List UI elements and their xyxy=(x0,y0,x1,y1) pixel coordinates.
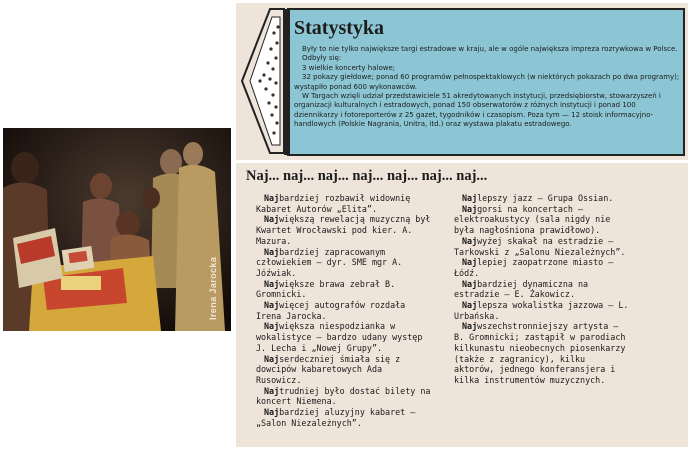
naj-item: Najwszechstronniejszy artysta — B. Gromnicki; zastąpił w parodiach kilkunastu nieobecnych piosenkarzy (także z zagranicy), kilku aktorów, jednego konferansjera i kilka instrumentów muzycznych. xyxy=(454,321,626,385)
article-left-column xyxy=(256,193,432,428)
concert-photo xyxy=(3,128,231,331)
photo-illustration xyxy=(3,128,231,331)
naj-item: Najserdeczniej śmiała się z dowcipów kabaretowych Ada Rusowicz. xyxy=(256,353,401,385)
statystyka-box xyxy=(236,3,688,160)
statystyka-paragraph: Były to nie tylko największe targi estradowe w kraju, ale w ogóle największa impreza rozrywkowa w Polsce. xyxy=(302,45,678,53)
statystyka-body xyxy=(294,45,682,130)
statystyka-paragraph: 3 wielkie koncerty halowe; xyxy=(302,63,396,72)
statystyka-paragraph: Odbyły się: xyxy=(302,54,342,63)
naj-item: Najbardziej aluzyjny kabaret — „Salon Niezależnych”. xyxy=(256,407,416,428)
statystyka-title: Statystyka xyxy=(294,17,385,39)
naj-item: Największa niespodzianka w wokalistyce — bardzo udany występ J. Lecha i „Nowej Grupy”. xyxy=(256,321,423,353)
photo-credit: Irena Jarocka xyxy=(208,256,218,320)
naj-article xyxy=(236,163,688,447)
naj-item: Największe brawa zebrał B. Gromnicki. xyxy=(256,278,396,300)
naj-item: Najgorsi na koncertach — elektroakustycy (sala nigdy nie była nagłośniona prawidłowo). xyxy=(454,203,611,236)
article-headline: Naj... naj... naj... naj... naj... naj... naj... xyxy=(246,168,488,184)
naj-item: Największą rewelacją muzyczną był Kwartet Wrocławski pod kier. A. Mazura. xyxy=(256,214,431,246)
naj-item: Najtrudniej było dostać bilety na koncert Niemena. xyxy=(256,385,431,407)
naj-item: Najwięcej autografów rozdała Irena Jarocka. xyxy=(256,300,406,321)
naj-item: Najlepszy jazz — Grupa Ossian. xyxy=(462,193,614,203)
statystyka-paragraph: 32 pokazy giełdowe; ponad 60 programów pełnospektaklowych (w niektórych pokazach po dwa programy); wystąpiło ponad 600 wykonawców. xyxy=(294,73,680,91)
naj-item: Najlepsza wokalistka jazzowa — L. Urbańska. xyxy=(454,300,629,321)
naj-item: Najwyżej skakał na estradzie — Tarkowski z „Salonu Niezależnych”. xyxy=(454,235,626,257)
naj-item: Najbardziej zapracowanym człowiekiem — dyr. SME mgr A. Jóźwiak. xyxy=(256,246,403,278)
naj-item: Najbardziej dynamiczna na estradzie — E. Żakowicz. xyxy=(454,278,589,300)
naj-item: Najbardziej rozbawił widownię Kabaret Autorów „Elita”. xyxy=(256,193,411,214)
statystyka-paragraph: W Targach wzięli udział przedstawiciele 51 akredytowanych instytucji, przedsiębiorstw, stowarzyszeń i organizacji kulturalnych i estradowych, ponad 150 obserwatorów z różnych instytucji i ponad 100 dziennikarzy i fotoreporterów z 25 gazet, tygodników i czasopism. Poza tym — 12 stoisk informacyjno-handlowych (Polskie Nagrania, Unitra, itd.) oraz wystawa plakatu estradowego. xyxy=(294,92,661,129)
naj-item: Najlepiej zaopatrzone miasto — Łódź. xyxy=(454,257,614,278)
article-right-column xyxy=(454,193,630,386)
